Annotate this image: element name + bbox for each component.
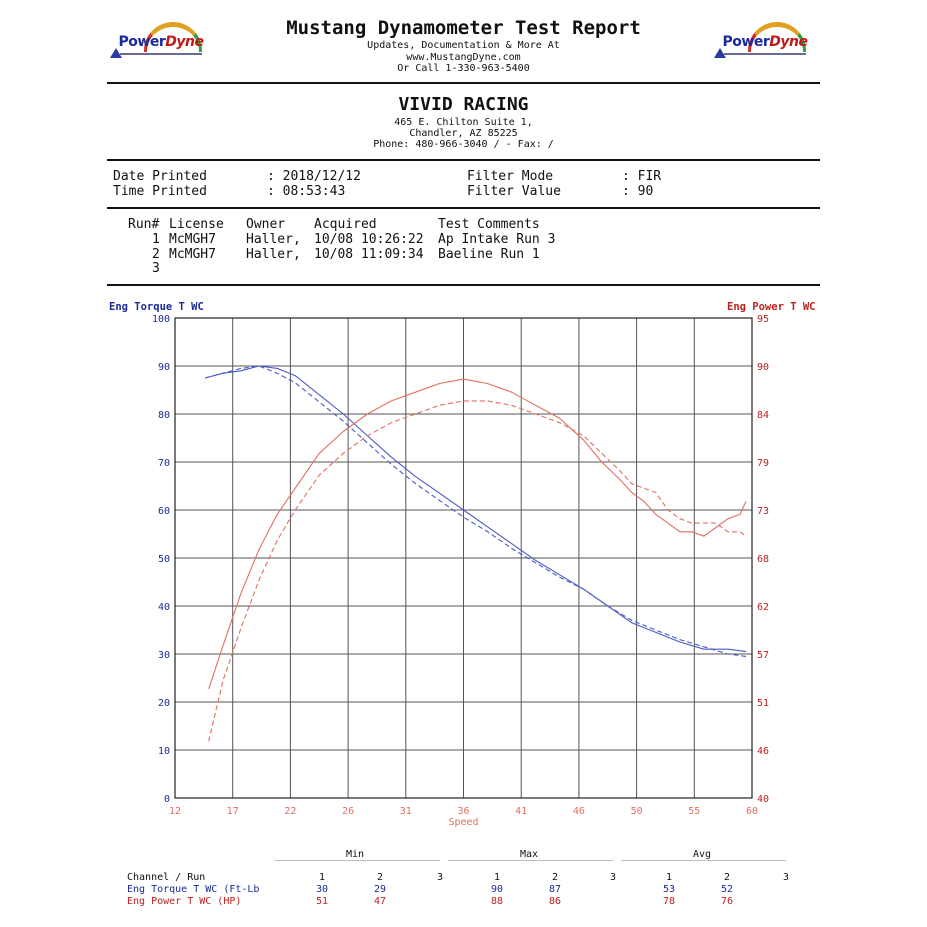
y-right-tick-label: 90 [757,362,770,373]
summary-run-number: 3 [782,872,790,883]
shop-phone: Phone: 480-966-3040 / - Fax: / [373,139,554,150]
table-row-owner: Haller, [246,247,301,262]
shop-address-2: Chandler, AZ 85225 [409,128,518,139]
y-left-tick-label: 0 [163,794,170,805]
shop-address-1: 465 E. Chilton Suite 1, [394,117,533,128]
runs-header-owner: Owner [246,217,286,232]
date-printed-value: : 2018/12/12 [267,169,361,184]
runs-header-license: License [169,217,224,232]
summary-rule-min [275,860,440,861]
summary-power-value: 78 [662,896,676,907]
y-left-tick-label: 50 [157,554,170,565]
y-right-tick-label: 79 [757,458,770,469]
summary-power-value: 51 [315,896,329,907]
y-left-tick-label: 60 [157,506,170,517]
summary-rule-avg [621,860,786,861]
summary-power-value: 76 [720,896,734,907]
power-series-line-dashed [209,401,746,741]
summary-torque-value: 87 [548,884,562,895]
x-tick-label: 55 [688,806,701,817]
summary-run-number: 2 [376,872,384,883]
time-printed-value: : 08:53:43 [267,184,346,199]
y-right-tick-label: 62 [757,602,770,613]
table-row-license: McMGH7 [169,247,216,262]
right-axis-title: Eng Power T WC [727,301,816,313]
summary-channel-label: Channel / Run [127,872,206,883]
summary-run-number: 1 [665,872,673,883]
x-tick-label: 36 [457,806,470,817]
torque-series-line-dashed [205,366,746,656]
table-row-acquired: 10/08 10:26:22 [314,232,424,247]
filter-value-value: : 90 [622,184,654,199]
summary-power-value: 47 [373,896,387,907]
date-printed-label: Date Printed [113,169,207,184]
summary-run-number: 3 [609,872,617,883]
y-right-tick-label: 84 [757,410,770,421]
y-left-tick-label: 10 [157,746,170,757]
report-title: Mustang Dynamometer Test Report [286,17,641,39]
x-tick-label: 46 [572,806,585,817]
summary-avg-label: Avg [693,849,712,860]
table-row-acquired: 10/08 11:09:34 [314,247,424,262]
summary-min-label: Min [346,849,365,860]
header-line-1: Updates, Documentation & More At [367,40,560,51]
x-tick-label: 26 [342,806,355,817]
summary-run-number: 1 [318,872,326,883]
summary-run-number: 3 [436,872,444,883]
x-tick-label: 22 [284,806,297,817]
y-left-tick-label: 70 [157,458,170,469]
y-left-tick-label: 30 [157,650,170,661]
logo-text: PowerDyne [118,34,204,50]
x-tick-label: 31 [399,806,412,817]
filter-mode-label: Filter Mode [467,169,554,184]
y-right-tick-label: 51 [757,698,770,709]
y-right-tick-label: 95 [757,314,770,325]
runs-header-comments: Test Comments [438,217,540,232]
header-line-3: Or Call 1-330-963-5400 [397,63,530,74]
runs-header-acquired: Acquired [314,217,377,232]
table-row-comments: Baeline Run 1 [438,247,540,262]
y-left-tick-label: 80 [157,410,170,421]
filter-mode-value: : FIR [622,169,662,184]
summary-torque-value: 29 [373,884,387,895]
header-line-2: www.MustangDyne.com [406,52,521,63]
y-left-tick-label: 40 [157,602,170,613]
table-row-comments: Ap Intake Run 3 [438,232,556,247]
summary-torque-value: 53 [662,884,676,895]
x-tick-label: 41 [515,806,528,817]
y-right-tick-label: 46 [757,746,770,757]
time-printed-label: Time Printed [113,184,207,199]
x-axis-label: Speed [448,817,479,828]
summary-torque-label: Eng Torque T WC (Ft-Lb [127,884,260,895]
table-row-run: 1 [152,232,160,247]
filter-value-label: Filter Value [467,184,561,199]
summary-torque-value: 52 [720,884,734,895]
summary-run-number: 1 [493,872,501,883]
x-tick-label: 60 [745,806,759,817]
logo-text: PowerDyne [722,34,808,50]
summary-power-value: 88 [490,896,504,907]
left-axis-title: Eng Torque T WC [109,301,204,313]
power-series-line-solid [209,379,746,689]
y-left-tick-label: 100 [151,314,170,325]
summary-run-number: 2 [551,872,559,883]
table-row-owner: Haller, [246,232,301,247]
y-left-tick-label: 90 [157,362,170,373]
y-right-tick-label: 57 [757,650,770,661]
table-row-run: 3 [152,261,160,276]
summary-power-label: Eng Power T WC (HP) [127,896,242,907]
x-tick-label: 50 [630,806,643,817]
runs-header-run: Run# [128,217,160,232]
summary-max-label: Max [520,849,539,860]
y-left-tick-label: 20 [157,698,170,709]
summary-torque-value: 30 [315,884,329,895]
y-right-tick-label: 73 [757,506,770,517]
table-row-license: McMGH7 [169,232,216,247]
summary-power-value: 86 [548,896,562,907]
y-right-tick-label: 68 [757,554,770,565]
summary-run-number: 2 [723,872,731,883]
table-row-run: 2 [152,247,160,262]
y-right-tick-label: 40 [757,794,770,805]
x-tick-label: 12 [168,806,182,817]
x-tick-label: 17 [226,806,239,817]
summary-torque-value: 90 [490,884,504,895]
summary-rule-max [448,860,613,861]
shop-name: VIVID RACING [398,94,529,115]
torque-series-line-solid [205,366,746,652]
